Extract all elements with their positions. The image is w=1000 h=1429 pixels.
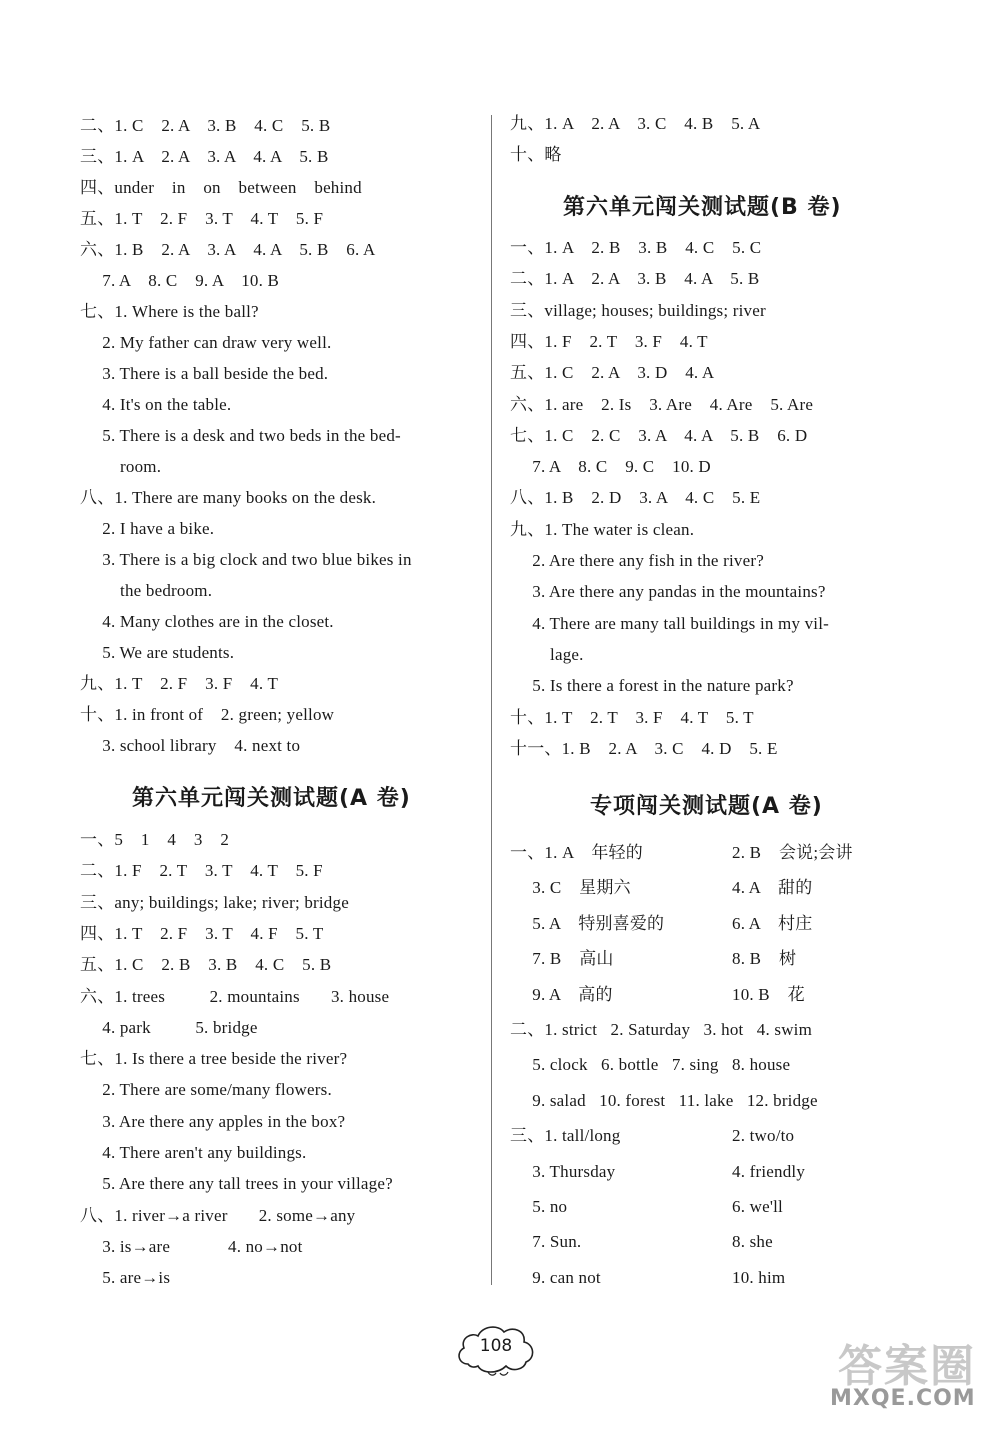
answer-line: 5. A 特别喜爱的 — [510, 913, 665, 933]
answer-line: 五、1. C 2. A 3. D 4. A — [510, 363, 715, 383]
answer-line: 一、1. A 年轻的 — [510, 843, 643, 862]
answer-line: 3. C 星期六 — [510, 878, 631, 898]
answer-line: 八、1. B 2. D 3. A 4. C 5. E — [510, 488, 761, 508]
watermark-title: 答案圈 — [838, 1341, 976, 1392]
page-number-badge — [454, 1320, 538, 1380]
answer-line: 9. salad 10. forest 11. lake 12. bridge — [510, 1090, 818, 1110]
answer-line: 八、1. There are many books on the desk. — [80, 488, 377, 507]
column-divider — [491, 115, 492, 1285]
answer-line: 7. A 8. C 9. C 10. D — [510, 457, 711, 477]
answer-line: 七、1. Where is the ball? — [80, 302, 259, 321]
answer-line: 一、1. A 2. B 3. B 4. C 5. C — [510, 238, 762, 257]
answer-line: 6. we'll — [732, 1197, 783, 1216]
answer-line: 十、略 — [510, 145, 562, 164]
answer-line: 七、1. Is there a tree beside the river? — [80, 1049, 348, 1069]
answer-line: 3. is→are 4. no→not — [80, 1236, 303, 1256]
answer-line: 2. two/to — [732, 1126, 795, 1146]
answer-line: lage. — [510, 644, 584, 664]
answer-line: 2. I have a bike. — [80, 519, 215, 538]
answer-line: 7. Sun. — [510, 1232, 582, 1252]
answer-line: 10. B 花 — [732, 984, 805, 1004]
answer-line: 八、1. river→a river 2. some→any — [80, 1205, 356, 1225]
answer-line: 8. she — [732, 1232, 773, 1252]
page-number: 108 — [479, 1336, 513, 1356]
answer-line: 九、1. The water is clean. — [510, 519, 695, 539]
answer-line: 7. B 高山 — [510, 949, 614, 969]
answer-line: 2. B 会说;会讲 — [732, 843, 853, 862]
answer-line: 3. Are there any pandas in the mountains? — [510, 582, 826, 602]
answer-line: 9. A 高的 — [510, 984, 613, 1004]
answer-line: 7. A 8. C 9. A 10. B — [80, 271, 280, 290]
answer-line: 十、1. in front of 2. green; yellow — [80, 705, 335, 724]
answer-line: 四、1. F 2. T 3. F 4. T — [510, 331, 708, 351]
answer-line: 4. It's on the table. — [80, 395, 232, 414]
watermark-logo — [830, 1330, 995, 1420]
answer-line: 3. There is a big clock and two blue bikes in — [80, 550, 412, 569]
answer-line: 2. There are some/many flowers. — [80, 1080, 332, 1100]
answer-line: 六、1. are 2. Is 3. Are 4. Are 5. Are — [510, 394, 814, 414]
answer-line: 三、1. A 2. A 3. A 4. A 5. B — [80, 147, 329, 166]
answer-line: 3. Are there any apples in the box? — [80, 1111, 346, 1131]
answer-line: 二、1. F 2. T 3. T 4. T 5. F — [80, 861, 323, 881]
answer-line: 4. park 5. bridge — [80, 1017, 258, 1037]
watermark-url: MXQE.COM — [830, 1386, 976, 1411]
answer-line: 五、1. C 2. B 3. B 4. C 5. B — [80, 955, 332, 975]
answer-line: 6. A 村庄 — [732, 913, 813, 933]
answer-line: 六、1. trees 2. mountains 3. house — [80, 986, 390, 1006]
answer-line: 二、1. A 2. A 3. B 4. A 5. B — [510, 269, 760, 289]
answer-line: 4. There are many tall buildings in my vil- — [510, 613, 830, 633]
answer-line: 二、1. C 2. A 3. B 4. C 5. B — [80, 116, 331, 135]
answer-line: 二、1. strict 2. Saturday 3. hot 4. swim — [510, 1020, 813, 1039]
answer-line: 十、1. T 2. T 3. F 4. T 5. T — [510, 707, 754, 727]
left-section-title: 第六单元闯关测试题(A 卷) — [132, 786, 411, 811]
answer-line: 9. can not — [510, 1267, 601, 1287]
answer-line: 四、under in on between behind — [80, 178, 362, 197]
answer-line: 一、5 1 4 3 2 — [80, 830, 230, 849]
answer-line: 六、1. B 2. A 3. A 4. A 5. B 6. A — [80, 240, 376, 259]
right-section-title-2: 专项闯关测试题(A 卷) — [590, 794, 823, 819]
answer-line: 4. Many clothes are in the closet. — [80, 612, 334, 631]
answer-line: 3. Thursday — [510, 1161, 616, 1181]
answer-line: 5. no — [510, 1197, 568, 1216]
answer-line: room. — [80, 457, 162, 476]
answer-line: 8. B 树 — [732, 949, 797, 969]
answer-line: 3. There is a ball beside the bed. — [80, 364, 329, 383]
answer-line: 4. There aren't any buildings. — [80, 1143, 307, 1162]
answer-line: 5. clock 6. bottle 7. sing 8. house — [510, 1055, 791, 1075]
answer-line: 3. school library 4. next to — [80, 736, 301, 755]
answer-line: 5. are→is — [80, 1268, 171, 1288]
right-section-title-1: 第六单元闯关测试题(B 卷) — [563, 195, 842, 220]
answer-line: 四、1. T 2. F 3. T 4. F 5. T — [80, 923, 324, 943]
answer-line: 九、1. T 2. F 3. F 4. T — [80, 674, 279, 693]
answer-line: the bedroom. — [80, 581, 213, 600]
answer-line: 4. A 甜的 — [732, 878, 813, 898]
answer-line: 五、1. T 2. F 3. T 4. T 5. F — [80, 209, 324, 228]
answer-line: 九、1. A 2. A 3. C 4. B 5. A — [510, 114, 761, 133]
answer-line: 10. him — [732, 1267, 786, 1287]
answer-line: 5. Are there any tall trees in your village? — [80, 1174, 393, 1194]
answer-line: 三、any; buildings; lake; river; bridge — [80, 892, 349, 912]
answer-line: 2. Are there any fish in the river? — [510, 551, 764, 570]
answer-line: 5. There is a desk and two beds in the bed- — [80, 426, 401, 445]
answer-line: 三、1. tall/long — [510, 1126, 621, 1146]
answer-line: 十一、1. B 2. A 3. C 4. D 5. E — [510, 738, 778, 758]
answer-line: 5. We are students. — [80, 643, 235, 662]
answer-line: 2. My father can draw very well. — [80, 333, 332, 352]
answer-line: 三、village; houses; buildings; river — [510, 300, 766, 320]
answer-line: 七、1. C 2. C 3. A 4. A 5. B 6. D — [510, 425, 808, 445]
answer-line: 5. Is there a forest in the nature park? — [510, 676, 794, 696]
answer-line: 4. friendly — [732, 1161, 806, 1181]
